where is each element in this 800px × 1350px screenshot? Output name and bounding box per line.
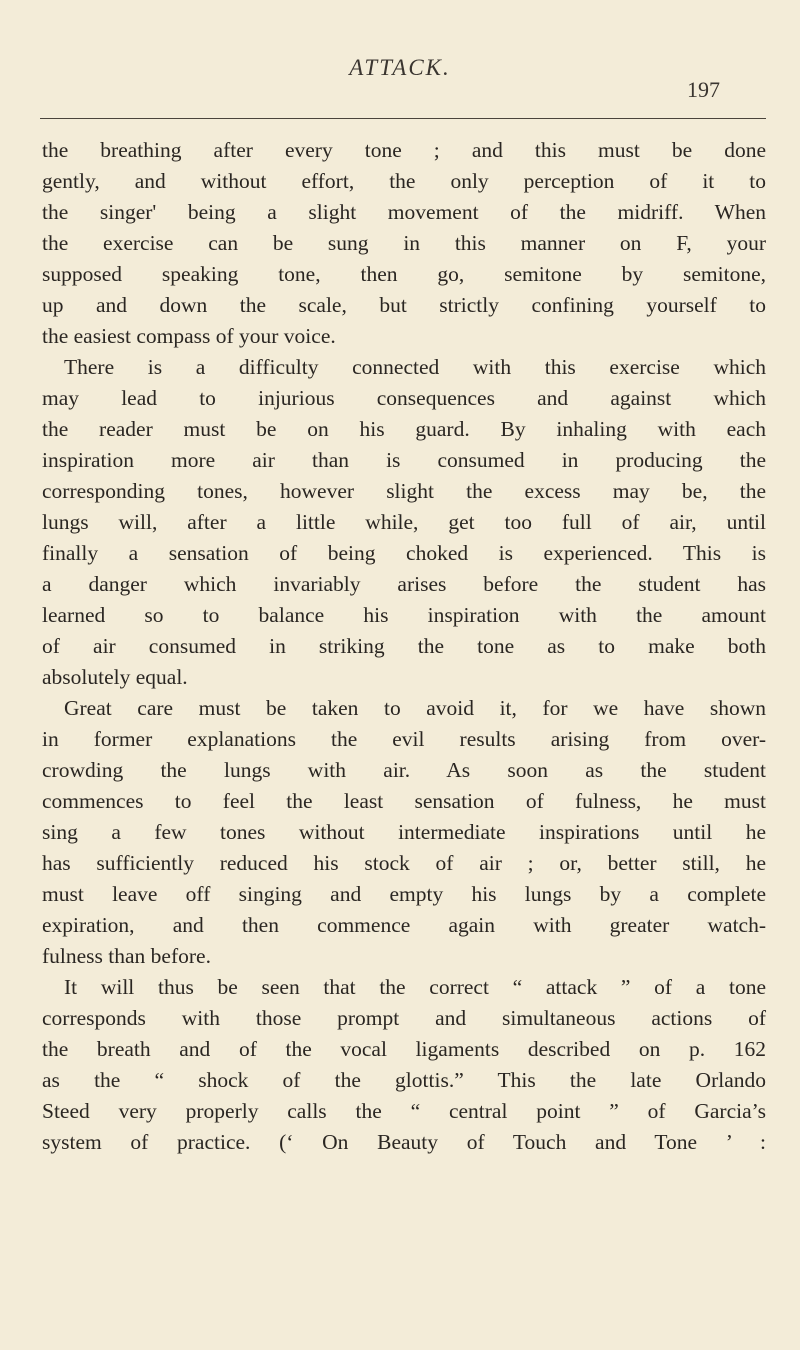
text-line: sing a few tones without intermediate inspirations until he — [42, 820, 766, 844]
text-line: crowding the lungs with air. As soon as the student — [42, 758, 766, 782]
page-number: 197 — [687, 77, 720, 102]
header-rule — [40, 118, 766, 119]
text-line: of air consumed in striking the tone as to make both — [42, 634, 766, 658]
text-line: the singer' being a slight movement of the midriff. When — [42, 200, 766, 224]
text-line: the exercise can be sung in this manner on F, your — [42, 231, 766, 255]
text-line: inspiration more air than is consumed in producing the — [42, 448, 766, 472]
text-line: may lead to injurious consequences and against which — [42, 386, 766, 410]
text-line: lungs will, after a little while, get too full of air, until — [42, 510, 766, 534]
text-line: supposed speaking tone, then go, semitone by semitone, — [42, 262, 766, 286]
text-line: expiration, and then commence again with greater watch- — [42, 913, 766, 937]
text-line: the breath and of the vocal ligaments described on p. 162 — [42, 1037, 766, 1061]
text-line: corresponding tones, however slight the excess may be, the — [42, 479, 766, 503]
text-line: commences to feel the least sensation of fulness, he must — [42, 789, 766, 813]
text-line: must leave off singing and empty his lungs by a complete — [42, 882, 766, 906]
text-line: up and down the scale, but strictly confining yourself to — [42, 293, 766, 317]
text-line: There is a difficulty connected with this exercise which — [64, 355, 766, 379]
text-line: gently, and without effort, the only perception of it to — [42, 169, 766, 193]
text-line: a danger which invariably arises before the student has — [42, 572, 766, 596]
text-line: has sufficiently reduced his stock of air ; or, better still, he — [42, 851, 766, 875]
text-line: fulness than before. — [42, 944, 211, 968]
text-line: in former explanations the evil results arising from over- — [42, 727, 766, 751]
text-line: the reader must be on his guard. By inhaling with each — [42, 417, 766, 441]
running-head — [0, 55, 800, 102]
text-line: absolutely equal. — [42, 665, 188, 689]
text-line: the easiest compass of your voice. — [42, 324, 336, 348]
text-line: finally a sensation of being choked is experienced. This is — [42, 541, 766, 565]
running-head-title: ATTACK. — [349, 55, 451, 80]
text-line: system of practice. (‘ On Beauty of Touch and Tone ’ : — [42, 1130, 766, 1154]
paragraph — [42, 352, 766, 693]
body-text — [42, 135, 766, 1158]
text-line: the breathing after every tone ; and this must be done — [42, 138, 766, 162]
text-line: as the “ shock of the glottis.” This the late Orlando — [42, 1068, 766, 1092]
paragraph — [42, 693, 766, 972]
text-line: Steed very properly calls the “ central point ” of Garcia’s — [42, 1099, 766, 1123]
paragraph — [42, 135, 766, 352]
text-line: learned so to balance his inspiration with the amount — [42, 603, 766, 627]
text-line: It will thus be seen that the correct “ attack ” of a tone — [64, 975, 766, 999]
text-line: corresponds with those prompt and simultaneous actions of — [42, 1006, 766, 1030]
text-line: Great care must be taken to avoid it, for we have shown — [64, 696, 766, 720]
paragraph — [42, 972, 766, 1158]
